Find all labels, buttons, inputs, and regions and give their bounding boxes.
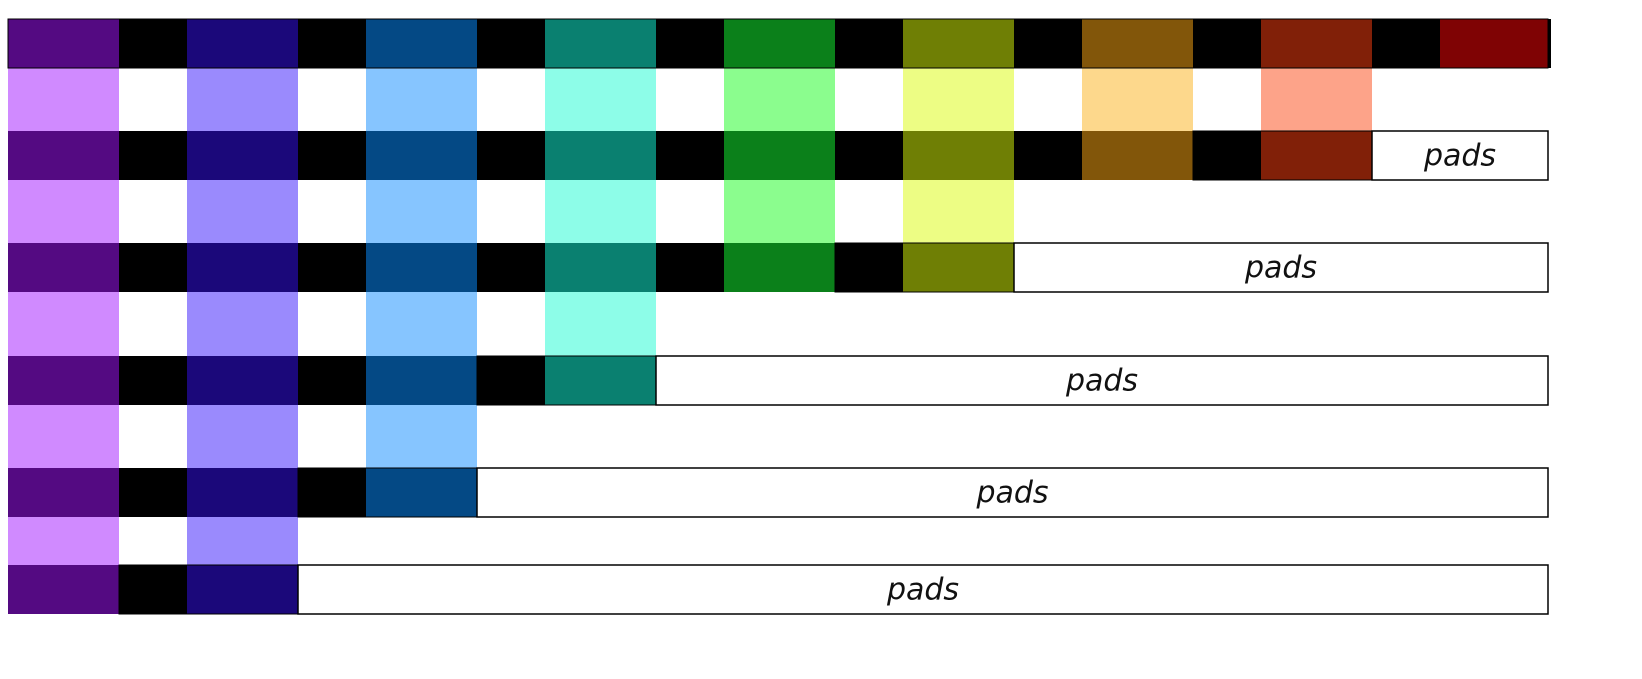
sequence-4-token-2	[187, 356, 298, 405]
token-light-5-2	[187, 517, 298, 565]
token-light-1-7	[1082, 68, 1193, 131]
sequence-2-token-6	[903, 131, 1014, 180]
sequence-1-token-9	[1440, 19, 1548, 68]
token-light-4-3	[366, 405, 477, 468]
token-light-3-2	[187, 292, 298, 356]
token-light-2-5	[724, 180, 835, 243]
token-light-2-6	[903, 180, 1014, 243]
token-light-1-1	[8, 68, 119, 131]
sequence-2-token-8	[1261, 131, 1372, 180]
sequence-2-token-1	[8, 131, 119, 180]
sequence-3-token-3	[366, 243, 477, 292]
sequence-1-token-3	[366, 19, 477, 68]
sequence-2-token-3	[366, 131, 477, 180]
sequence-3-token-1	[8, 243, 119, 292]
sequence-4-token-3	[366, 356, 477, 405]
sequence-6-token-1	[8, 565, 119, 614]
sequence-4-token-1	[8, 356, 119, 405]
sequence-6-token-2	[187, 565, 298, 614]
sequence-2-pad-label: pads	[1423, 138, 1497, 174]
sequence-2-token-2	[187, 131, 298, 180]
sequence-3-separator	[8, 243, 1014, 292]
token-light-3-4	[545, 292, 656, 356]
token-light-5-1	[8, 517, 119, 565]
token-light-4-2	[187, 405, 298, 468]
token-light-2-4	[545, 180, 656, 243]
sequence-4-token-4	[545, 356, 656, 405]
token-light-1-8	[1261, 68, 1372, 131]
sequence-3-token-2	[187, 243, 298, 292]
token-light-3-3	[366, 292, 477, 356]
sequence-2-token-4	[545, 131, 656, 180]
token-light-2-2	[187, 180, 298, 243]
sequence-5-token-1	[8, 468, 119, 517]
sequence-1-token-8	[1261, 19, 1372, 68]
sequence-1-token-7	[1082, 19, 1193, 68]
sequence-5-token-2	[187, 468, 298, 517]
sequence-3-token-6	[903, 243, 1014, 292]
sequence-3-pad-label: pads	[1244, 250, 1318, 286]
token-light-1-5	[724, 68, 835, 131]
token-light-4-1	[8, 405, 119, 468]
token-light-1-6	[903, 68, 1014, 131]
sequence-1-token-6	[903, 19, 1014, 68]
sequence-6-pad-label: pads	[886, 572, 960, 608]
sequence-1-token-2	[187, 19, 298, 68]
sequence-3-token-5	[724, 243, 835, 292]
sequence-1-token-4	[545, 19, 656, 68]
sequence-2-token-5	[724, 131, 835, 180]
token-light-1-2	[187, 68, 298, 131]
sequence-4-pad-label: pads	[1065, 363, 1139, 399]
sequence-5-token-3	[366, 468, 477, 517]
sequence-1-token-1	[8, 19, 119, 68]
token-light-1-4	[545, 68, 656, 131]
token-light-3-1	[8, 292, 119, 356]
token-light-2-1	[8, 180, 119, 243]
sequence-3-token-4	[545, 243, 656, 292]
token-light-2-3	[366, 180, 477, 243]
sequence-2-token-7	[1082, 131, 1193, 180]
sequence-1-token-5	[724, 19, 835, 68]
token-light-1-3	[366, 68, 477, 131]
sequence-5-pad-label: pads	[976, 475, 1049, 511]
